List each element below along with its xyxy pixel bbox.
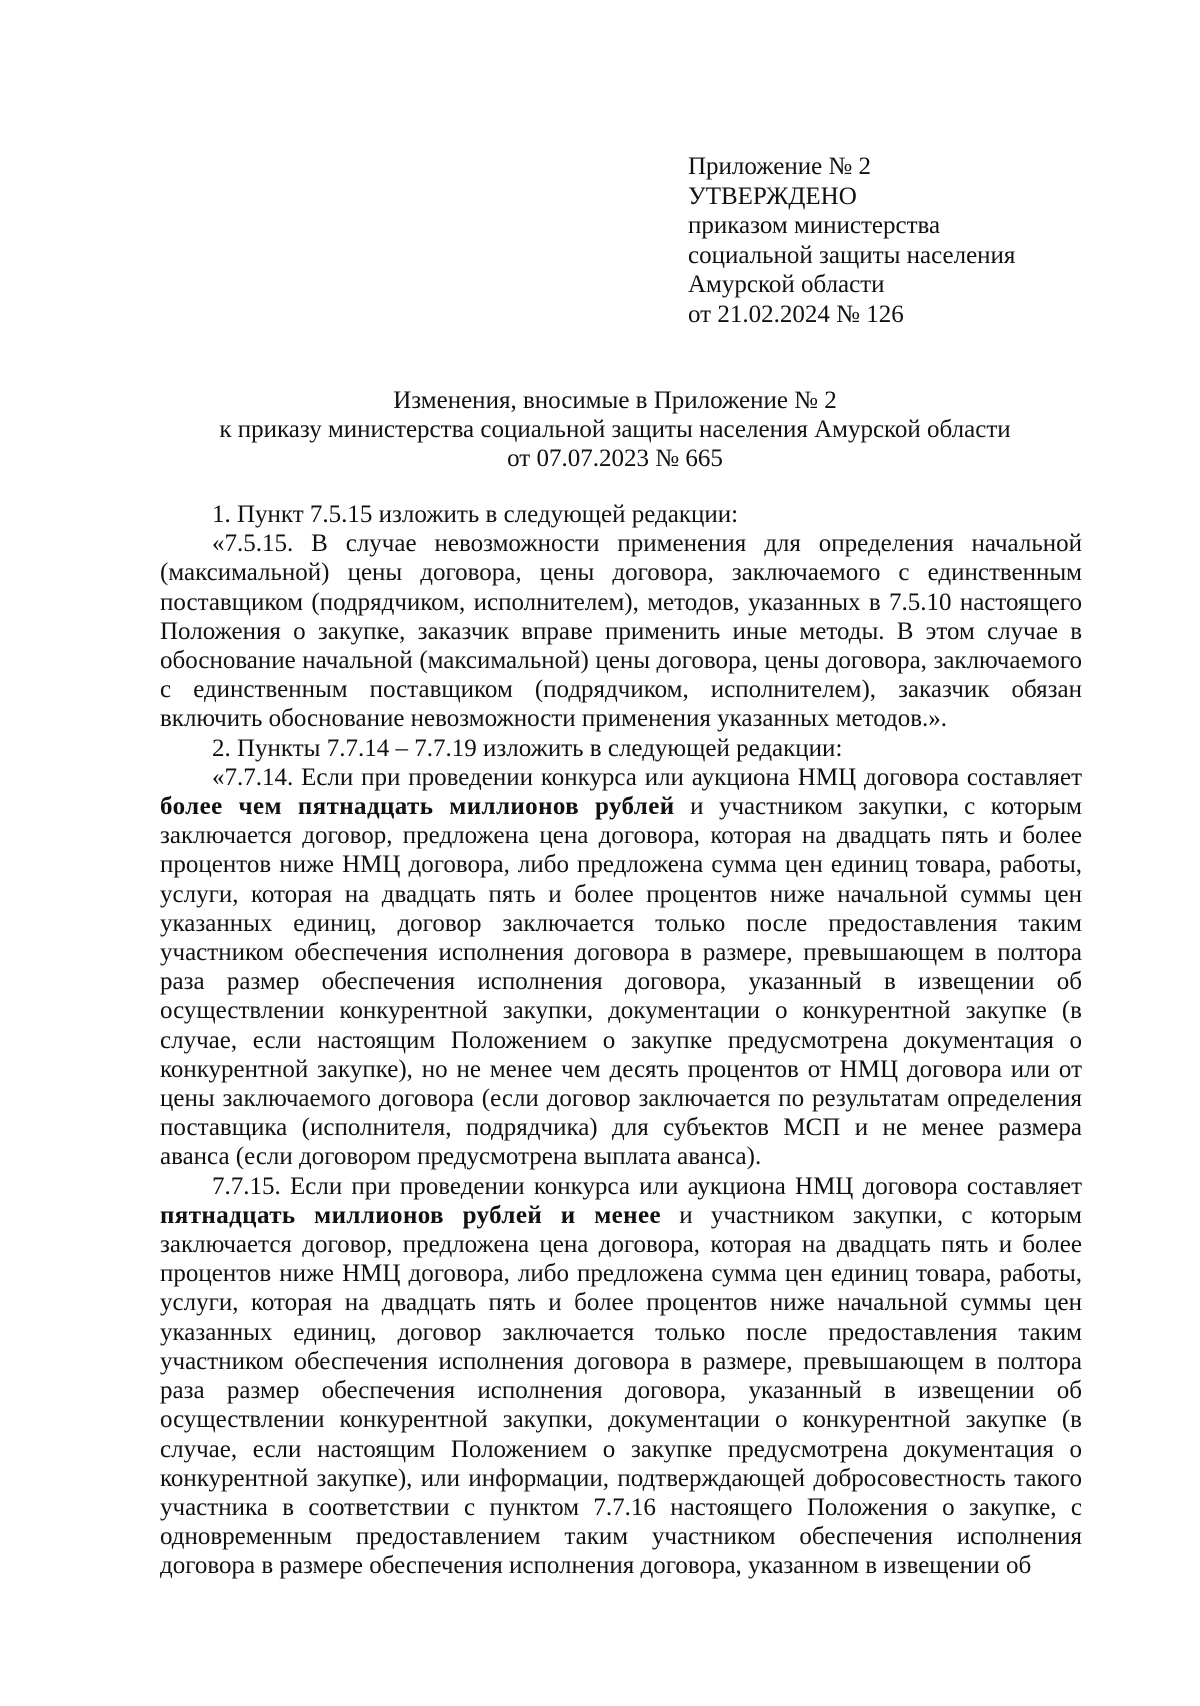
document-title bbox=[150, 386, 1080, 473]
paragraph-7-7-15-end: и участником закупки, с которым заключается договор, предложена цена договора, которая на двадцать пять и более процентов ниже НМЦ договора, либо предложена сумма цен единиц товара, работы, услуги, которая на двадцать пять и более процентов ниже начальной суммы цен указанных единиц, договор заключается только после предоставления таким участником обеспечения исполнения договора в размере, превышающем в полтора раза размер обеспечения исполнения договора, указанный в извещении об осуществлении конкурентной закупки, документации о конкурентной закупке (в случае, если настоящим Положением о закупке предусмотрена документация о конкурентной закупке), или информации, подтверждающей добросовестность такого участника в соответствии с пунктом 7.7.16 настоящего Положения о закупке, с одновременным предоставлением таким участником обеспечения исполнения договора в размере обеспечения исполнения договора, указанном в извещении об bbox=[160, 1201, 1082, 1580]
paragraph-7-7-15-bold: пятнадцать миллионов рублей и менее bbox=[160, 1201, 661, 1229]
approval-ministry-line: социальной защиты населения bbox=[688, 241, 1016, 269]
document-body bbox=[160, 500, 1082, 1581]
title-line-3: от 07.07.2023 № 665 bbox=[507, 445, 723, 472]
paragraph-item-1: 1. Пункт 7.5.15 изложить в следующей редакции: bbox=[212, 501, 739, 528]
approval-order-line: приказом министерства bbox=[688, 212, 941, 239]
paragraph-7-7-14 bbox=[160, 763, 1082, 1172]
paragraph-7-7-14-start: «7.7.14. Если при проведении конкурса или аукциона НМЦ договора составляет bbox=[212, 763, 1082, 791]
paragraph-7-7-14-end: и участником закупки, с которым заключается договор, предложена цена договора, которая на двадцать пять и более процентов ниже НМЦ договора, либо предложена сумма цен единиц товара, работы, услуги, которая на двадцать пять и более процентов ниже начальной суммы цен указанных единиц, договор заключается только после предоставления таким участником обеспечения исполнения договора в размере, превышающем в полтора раза размер обеспечения исполнения договора, указанный в извещении об осуществлении конкурентной закупки, документации о конкурентной закупке (в случае, если настоящим Положением о закупке предусмотрена документация о конкурентной закупке), но не менее чем десять процентов от НМЦ договора или от цены заключаемого договора (если договор заключается по результатам определения поставщика (исполнителя, подрядчика) для субъектов МСП и не менее размера аванса (если договором предусмотрена выплата аванса). bbox=[160, 793, 1083, 1171]
title-line-1: Изменения, вносимые в Приложение № 2 bbox=[393, 387, 837, 414]
approved-stamp-text: УТВЕРЖДЕНО bbox=[688, 182, 857, 210]
paragraph-7-7-15 bbox=[160, 1172, 1082, 1581]
paragraph-7-5-15: «7.5.15. В случае невозможности применения для определения начальной (максимальной) цены договора, цены договора, заключаемого с единственным поставщиком (подрядчиком, исполнителем), методов, указанных в 7.5.10 настоящего Положения о закупке, заказчик вправе применить иные методы. В этом случае в обоснование начальной (максимальной) цены договора, цены договора, заключаемого с единственным поставщиком (подрядчиком, исполнителем), заказчик обязан включить обоснование невозможности применения указанных методов.». bbox=[160, 530, 1082, 733]
approval-date-line: от 21.02.2024 № 126 bbox=[688, 300, 904, 328]
title-line-2: к приказу министерства социальной защиты населения Амурской области bbox=[219, 416, 1011, 443]
approval-region-line: Амурской области bbox=[688, 271, 885, 298]
paragraph-item-2: 2. Пункты 7.7.14 – 7.7.19 изложить в следующей редакции: bbox=[212, 734, 843, 762]
paragraph-7-7-15-start: 7.7.15. Если при проведении конкурса или аукциона НМЦ договора составляет bbox=[212, 1172, 1082, 1200]
appendix-number: Приложение № 2 bbox=[688, 153, 872, 180]
paragraph-7-7-14-bold: более чем пятнадцать миллионов рублей bbox=[160, 793, 675, 821]
approval-block bbox=[688, 152, 1128, 329]
